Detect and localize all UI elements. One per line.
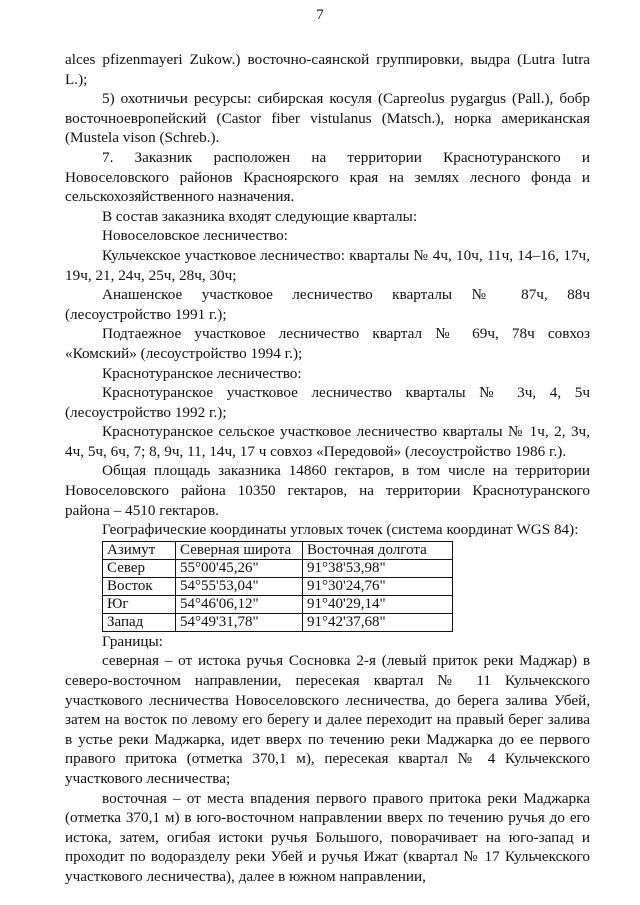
coordinates-table xyxy=(102,541,453,632)
table-cell: 55°00'45,26" xyxy=(176,559,303,577)
table-cell: 91°42'37,68" xyxy=(303,613,453,631)
table-row xyxy=(103,577,453,595)
table-cell: 91°30'24,76" xyxy=(303,577,453,595)
paragraph-boundaries-heading: Границы: xyxy=(102,632,163,650)
table-cell: 91°38'53,98" xyxy=(303,559,453,577)
table-header-azimuth: Азимут xyxy=(103,541,176,559)
paragraph-species-continued: alces pfizenmayeri Zukow.) восточно-саянской группировки, выдра (Lutra lutra L.); xyxy=(65,51,590,88)
paragraph-podtaezhnoe: Подтаежное участковое лесничество квартал № 69ч, 78ч совхоз «Комский» (лесоустройство 1994 г.); xyxy=(65,325,590,362)
table-header-latitude: Северная широта xyxy=(176,541,303,559)
table-cell: Север xyxy=(103,559,176,577)
paragraph-kulchekskoe: Кульчекское участковое лесничество: кварталы № 4ч, 10ч, 11ч, 14–16, 17ч, 19ч, 21, 24ч, 25ч, 28ч, 30ч; xyxy=(65,246,590,284)
table-row xyxy=(103,559,453,577)
table-cell: 91°40'29,14" xyxy=(303,595,453,613)
paragraph-krasnoturanskoe-rural: Краснотуранское сельское участковое лесничество кварталы № 1ч, 2, 3ч, 4ч, 5ч, 6ч, 7; 8, 9ч, 11, 14ч, 17 ч совхоз «Передовой» (лесоустройство 1986 г.). xyxy=(65,423,590,460)
paragraph-krasnoturanskoe-district: Краснотуранское участковое лесничество кварталы № 3ч, 4, 5ч (лесоустройство 1992 г.); xyxy=(65,384,590,421)
paragraph-coordinates-intro: Географические координаты угловых точек (система координат WGS 84): xyxy=(102,521,579,539)
paragraph-krasnoturanskoe-forestry: Краснотуранское лесничество: xyxy=(102,364,302,382)
table-cell: 54°46'06,12" xyxy=(176,595,303,613)
table-row xyxy=(103,595,453,613)
paragraph-anashenskoe: Анашенское участковое лесничество кварталы № 87ч, 88ч (лесоустройство 1991 г.); xyxy=(65,286,590,323)
table-cell: Восток xyxy=(103,577,176,595)
table-row xyxy=(103,613,453,631)
paragraph-hunting-resources: 5) охотничьи ресурсы: сибирская косуля (Capreolus pygargus (Pall.), бобр восточноевропейский (Castor fiber vistulanus (Matsch.), норка американская (Mustela vison (Schreb.). xyxy=(65,90,590,147)
paragraph-novoselovskoe-forestry: Новоселовское лесничество: xyxy=(102,227,288,245)
table-header-row xyxy=(103,541,453,559)
table-cell: 54°55'53,04" xyxy=(176,577,303,595)
paragraph-location: 7. Заказник расположен на территории Краснотуранского и Новоселовского районов Красноярского края на землях лесного фонда и сельскохозяйственного назначения. xyxy=(65,148,590,206)
paragraph-total-area: Общая площадь заказника 14860 гектаров, в том числе на территории Новоселовского района 10350 гектаров, на территории Краснотуранского района – 4510 гектаров. xyxy=(65,462,590,519)
page-number: 7 xyxy=(316,7,324,23)
paragraph-northern-boundary: северная – от истока ручья Сосновка 2-я (левый приток реки Маджар) в северо-восточном направлении, пересекая квартал № 11 Кульчекского участкового лесничества Новоселовского лесничества, до берега залива Убей, затем на восток по левому его берегу и далее переходит на правый берег залива в устье реки Маджарка, идет вверх по течению реки Маджарка до ее первого правого притока (отметка 370,1 м), пересекая квартал № 4 Кульчекского участкового лесничества; xyxy=(65,652,590,787)
table-cell: Запад xyxy=(103,613,176,631)
paragraph-eastern-boundary: восточная – от места впадения первого правого притока реки Маджарка (отметка 370,1 м) в юго-восточном направлении вверх по течению ручья до его истока, затем, огибая истоки ручья Большого, поворачивает на юго-запад и проходит по водоразделу реки Убей и ручья Ижат (квартал № 17 Кульчекского участкового лесничества), далее в южном направлении, xyxy=(65,789,590,885)
table-header-longitude: Восточная долгота xyxy=(303,541,453,559)
document-body xyxy=(65,50,590,887)
table-cell: Юг xyxy=(103,595,176,613)
table-cell: 54°49'31,78" xyxy=(176,613,303,631)
paragraph-quarters-intro: В состав заказника входят следующие кварталы: xyxy=(102,207,418,225)
